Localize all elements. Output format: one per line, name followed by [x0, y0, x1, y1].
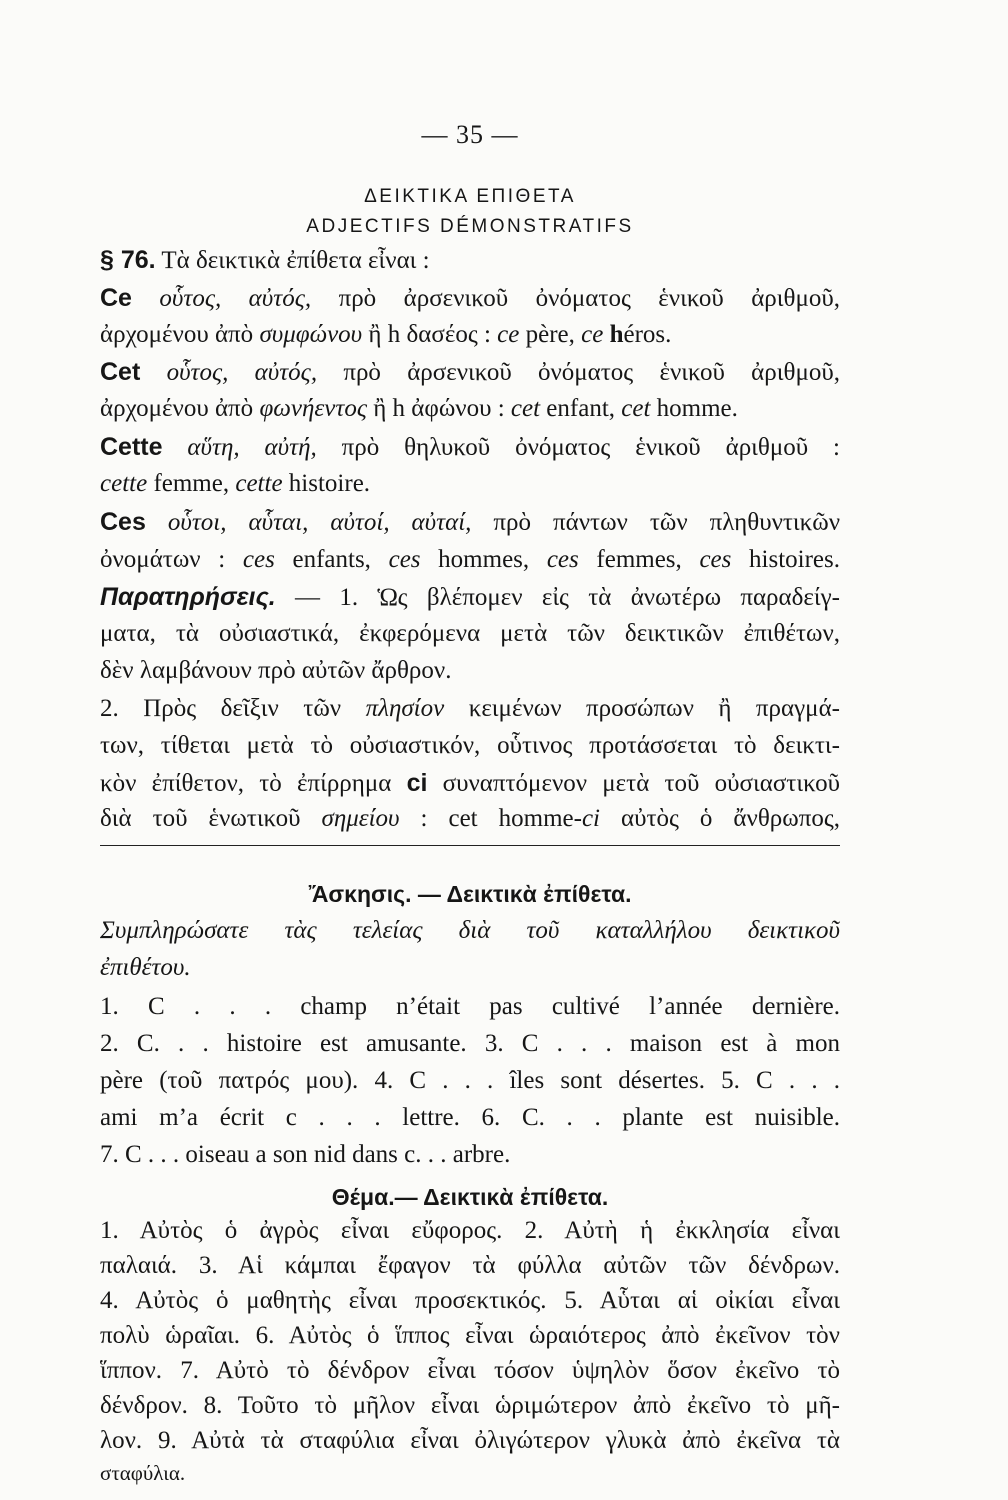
exercise-line: 1. C . . . champ n’était pas cultivé l’année dernière.: [100, 993, 840, 1020]
heading-greek: ΔΕΙΚΤΙΚΑ ΕΠΙΘΕΤΑ: [364, 186, 576, 207]
remarks-line3: δὲν λαμβάνουν πρὸ αὐτῶν ἄρθρον.: [100, 657, 452, 684]
rule-word-cette: Cette: [100, 433, 163, 461]
theme-line: δένδρον. 8. Τοῦτο τὸ μῆλον εἶναι ὡριμώτερον ἀπὸ ἐκεῖνο τὸ μῆ-: [100, 1392, 840, 1419]
theme-line: 1. Αὐτὸς ὁ ἀγρὸς εἶναι εὔφορος. 2. Αὐτὴ ἡ ἐκκλησία εἶναι: [100, 1217, 840, 1244]
rule-ce-line1: Ce οὗτος, αὐτός, πρὸ ἀρσενικοῦ ὀνόματος ἑνικοῦ ἀριθμοῦ,: [100, 284, 840, 312]
exercise-title: Ἄσκησις. — Δεικτικὰ ἐπίθετα.: [308, 881, 632, 907]
remarks-line5: των, τίθεται μετὰ τὸ οὐσιαστικόν, οὗτινος προτάσσεται τὸ δεικτι-: [100, 732, 840, 759]
theme-line: 4. Αὐτὸς ὁ μαθητὴς εἶναι προσεκτικός. 5. Αὗται αἱ οἰκίαι εἶναι: [100, 1287, 840, 1314]
rule-cet-line2: ἀρχομένου ἀπὸ φωνήεντος ἢ h ἀφώνου : cet enfant, cet homme.: [100, 395, 738, 422]
exercise-instruction-line2: ἐπιθέτου.: [100, 954, 191, 981]
exercise-line: père (τοῦ πατρός μου). 4. C . . . îles sont désertes. 5. C . . .: [100, 1067, 840, 1094]
rule-ces-line2: ὀνομάτων : ces enfants, ces hommes, ces femmes, ces histoires.: [100, 546, 841, 573]
exercise-instruction-line1: Συμπληρώσατε τὰς τελείας διὰ τοῦ καταλλήλου δεικτικοῦ: [100, 917, 840, 944]
remarks-title: Παρατηρήσεις.: [100, 583, 276, 611]
section-number: § 76.: [100, 246, 156, 274]
theme-line: ἵππον. 7. Αὐτὸ τὸ δένδρον εἶναι τόσον ὑψηλὸν ὅσον ἐκεῖνο τὸ: [100, 1357, 840, 1384]
theme-line: πολὺ ὡραῖαι. 6. Αὐτὸς ὁ ἵππος εἶναι ὡραιότερος ἀπὸ ἐκεῖνον τὸν: [100, 1322, 840, 1349]
remarks-line6: κὸν ἐπίθετον, τὸ ἐπίρρημα ci συναπτόμενον μετὰ τοῦ οὐσιαστικοῦ: [100, 769, 840, 797]
remarks-line1: Παρατηρήσεις. — 1. Ὡς βλέπομεν εἰς τὰ ἀνωτέρω παραδείγ-: [100, 583, 840, 611]
rule-ces-line1: Ces οὗτοι, αὗται, αὐτοί, αὐταί, πρὸ πάντων τῶν πληθυντικῶν: [100, 508, 841, 536]
rule-word-ce: Ce: [100, 284, 132, 312]
page-number: — 35 —: [421, 120, 519, 149]
rule-word-ces: Ces: [100, 508, 146, 536]
section-intro: § 76. Τὰ δεικτικὰ ἐπίθετα εἶναι :: [100, 246, 430, 274]
theme-line: παλαιά. 3. Αἱ κάμπαι ἔφαγον τὰ φύλλα αὐτῶν τῶν δένδρων.: [100, 1252, 840, 1279]
section-divider: [100, 845, 840, 846]
theme-line: λον. 9. Αὐτὰ τὰ σταφύλια εἶναι ὀλιγώτερον γλυκὰ ἀπὸ ἐκεῖνα τὰ: [100, 1427, 840, 1454]
rule-word-cet: Cet: [100, 358, 141, 386]
remarks-line4: 2. Πρὸς δεῖξιν τῶν πλησίον κειμένων προσώπων ἢ πραγμά-: [100, 695, 840, 722]
theme-line: σταφύλια.: [100, 1461, 186, 1485]
rule-cette-line2: cette femme, cette histoire.: [100, 470, 371, 497]
rule-ce-line2: ἀρχομένου ἀπὸ συμφώνου ἢ h δασέος : ce père, ce héros.: [100, 321, 672, 348]
remarks-line2: ματα, τὰ οὐσιαστικά, ἐκφερόμενα μετὰ τῶν δεικτικῶν ἐπιθέτων,: [100, 620, 840, 647]
remarks-line7: διὰ τοῦ ἑνωτικοῦ σημείου : cet homme-ci αὐτὸς ὁ ἄνθρωπος,: [100, 805, 840, 832]
rule-cette-line1: Cette αὕτη, αὐτή, πρὸ θηλυκοῦ ὀνόματος ἑνικοῦ ἀριθμοῦ :: [100, 433, 840, 461]
exercise-line: ami m’a écrit c . . . lettre. 6. C. . . plante est nuisible.: [100, 1104, 840, 1131]
exercise-line: 7. C . . . oiseau a son nid dans c. . . arbre.: [100, 1141, 511, 1168]
heading-french: ADJECTIFS DÉMONSTRATIFS: [306, 216, 634, 237]
exercise-line: 2. C. . . histoire est amusante. 3. C . . . maison est à mon: [100, 1030, 840, 1057]
rule-cet-line1: Cet οὗτος, αὐτός, πρὸ ἀρσενικοῦ ὀνόματος ἑνικοῦ ἀριθμοῦ,: [100, 358, 840, 386]
theme-title: Θέμα.— Δεικτικὰ ἐπίθετα.: [331, 1184, 609, 1210]
